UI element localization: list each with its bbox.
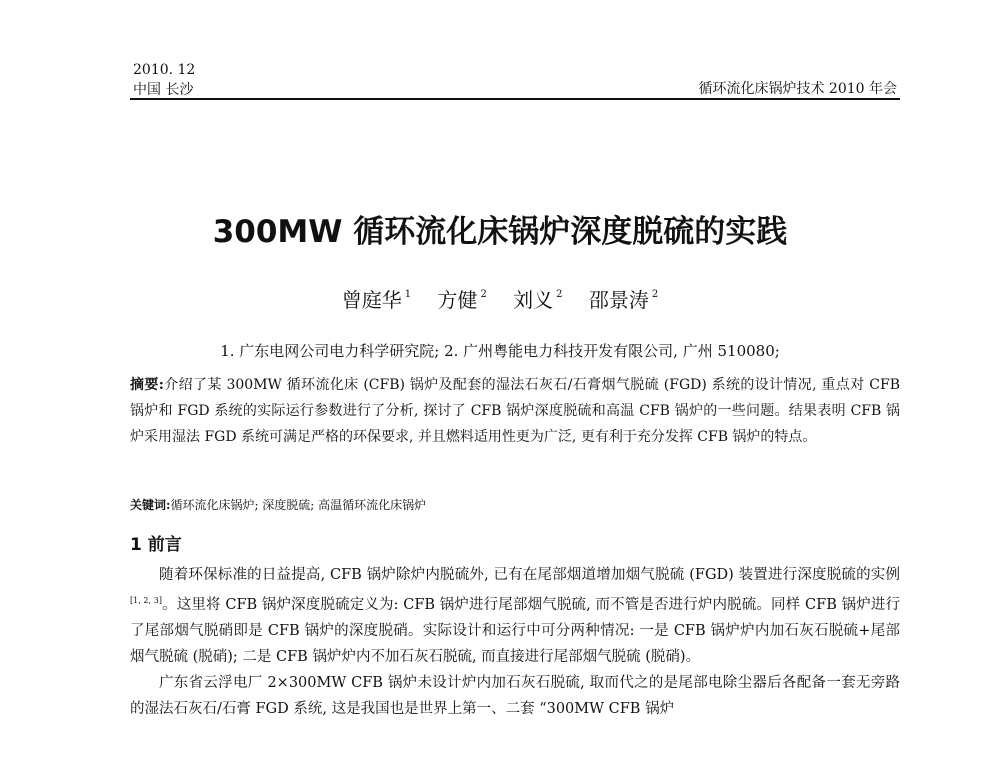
paper-title: 300MW 循环流化床锅炉深度脱硫的实践 [212, 214, 788, 250]
header-location: 中国 长沙 [133, 82, 194, 98]
citation: [1, 2, 3] [130, 596, 162, 605]
author [342, 288, 411, 312]
header-conference: 循环流化床锅炉技术 2010 年会 [698, 81, 897, 97]
abstract-text: 介绍了某 300MW 循环流化床 (CFB) 锅炉及配套的湿法石灰石/石膏烟气脱硫 (FGD) 系统的设计情况, 重点对 CFB 锅炉和 FGD 系统的实际运行参数进行了分析, 探讨了 CFB 锅炉深度脱硫和高温 CFB 锅炉的一些问题。结果表明 CFB 锅炉采用湿法 FGD 系统可满足严格的环保要求, 并且燃料适用性更为广泛, 更有利于充分发挥 CFB 锅炉的特点。 [130, 377, 900, 445]
abstract-label: 摘要: [130, 377, 164, 393]
keywords-label: 关键词: [130, 498, 171, 512]
abstract [130, 372, 900, 450]
author-name: 邵景涛 [588, 288, 649, 312]
section-heading: 1 前言 [130, 535, 182, 555]
author [513, 288, 562, 312]
author [589, 288, 658, 312]
affiliation: 1. 广东电网公司电力科学研究院; 2. 广州粤能电力科技开发有限公司, 广州 510080; [220, 342, 780, 360]
keywords-text: 循环流化床锅炉; 深度脱硫; 高温循环流化床锅炉 [170, 498, 427, 512]
author-affil-mark: 2 [480, 289, 487, 300]
paragraph-text: 。这里将 CFB 锅炉深度脱硫定义为: CFB 锅炉进行尾部烟气脱硫, 而不管是否进行炉内脱硫。同样 CFB 锅炉进行了尾部烟气脱硝即是 CFB 锅炉的深度脱硝。实际设计和运行中可分两种情况: 一是 CFB 锅炉炉内加石灰石脱硫+尾部烟气脱硫 (脱硝); 二是 CFB 锅炉炉内不加石灰石脱硫, 而直接进行尾部烟气脱硫 (脱硝)。 [130, 597, 901, 665]
header-date: 2010. 12 [133, 62, 196, 78]
author-affil-mark: 2 [651, 289, 659, 300]
author-list [0, 284, 1000, 313]
keywords [130, 496, 900, 513]
paragraph [130, 562, 900, 670]
paragraph: 广东省云浮电厂 2×300MW CFB 锅炉未设计炉内加石灰石脱硫, 取而代之的是尾部电除尘器后各配备一套无旁路的湿法石灰石/石膏 FGD 系统, 这是我国也是世界上第一、二套 “300MW CFB 锅炉 [130, 675, 900, 717]
header-left [133, 60, 195, 100]
header-rule [130, 98, 900, 100]
author-affil-mark: 2 [556, 289, 563, 300]
author-name: 方健 [437, 288, 478, 312]
paragraph-text: 随着环保标准的日益提高, CFB 锅炉除炉内脱硫外, 已有在尾部烟道增加烟气脱硫 (FGD) 装置进行深度脱硫的实例 [159, 567, 900, 583]
author-name: 刘义 [513, 288, 554, 312]
author-name: 曾庭华 [341, 288, 402, 312]
author [437, 288, 486, 312]
section-body [130, 562, 900, 722]
author-affil-mark: 1 [404, 289, 412, 300]
